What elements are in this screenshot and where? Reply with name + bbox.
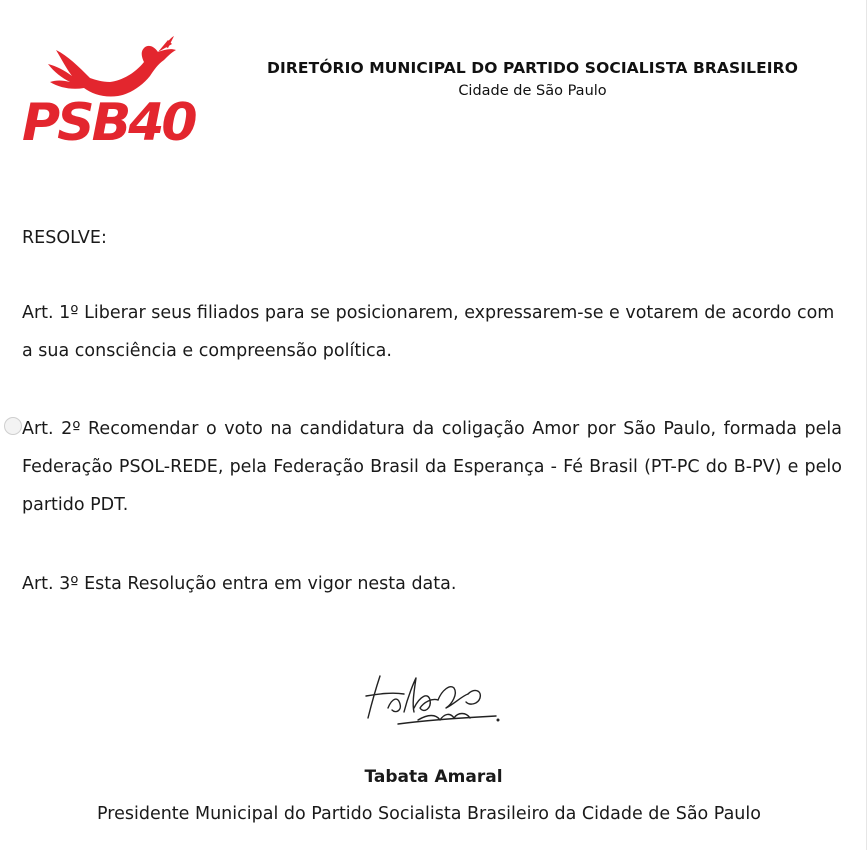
- psb40-logo: [18, 30, 218, 150]
- article-1: Art. 1º Liberar seus filiados para se posicionarem, expressarem-se e votarem de acordo com a sua consciência e compreensão política.: [22, 303, 835, 361]
- handwritten-signature: [358, 668, 508, 730]
- signer-role: Presidente Municipal do Partido Socialista Brasileiro da Cidade de São Paulo: [97, 804, 761, 824]
- signer-name: Tabata Amaral: [364, 767, 503, 787]
- article-3: Art. 3º Esta Resolução entra em vigor nesta data.: [22, 574, 457, 594]
- header-subtitle: Cidade de São Paulo: [458, 83, 607, 99]
- logo-text: PSB40: [22, 93, 195, 150]
- dove-icon: [48, 36, 176, 97]
- header-title: DIRETÓRIO MUNICIPAL DO PARTIDO SOCIALISTA BRASILEIRO: [267, 59, 798, 77]
- resolve-heading: RESOLVE:: [22, 228, 107, 248]
- document-header: [230, 58, 835, 102]
- carousel-left-arrow[interactable]: [4, 417, 22, 435]
- article-2: Art. 2º Recomendar o voto na candidatura da coligação Amor por São Paulo, formada pela Federação PSOL-REDE, pela Federação Brasil da Esperança - Fé Brasil (PT-PC do B-PV) e pelo partido PDT.: [22, 419, 842, 515]
